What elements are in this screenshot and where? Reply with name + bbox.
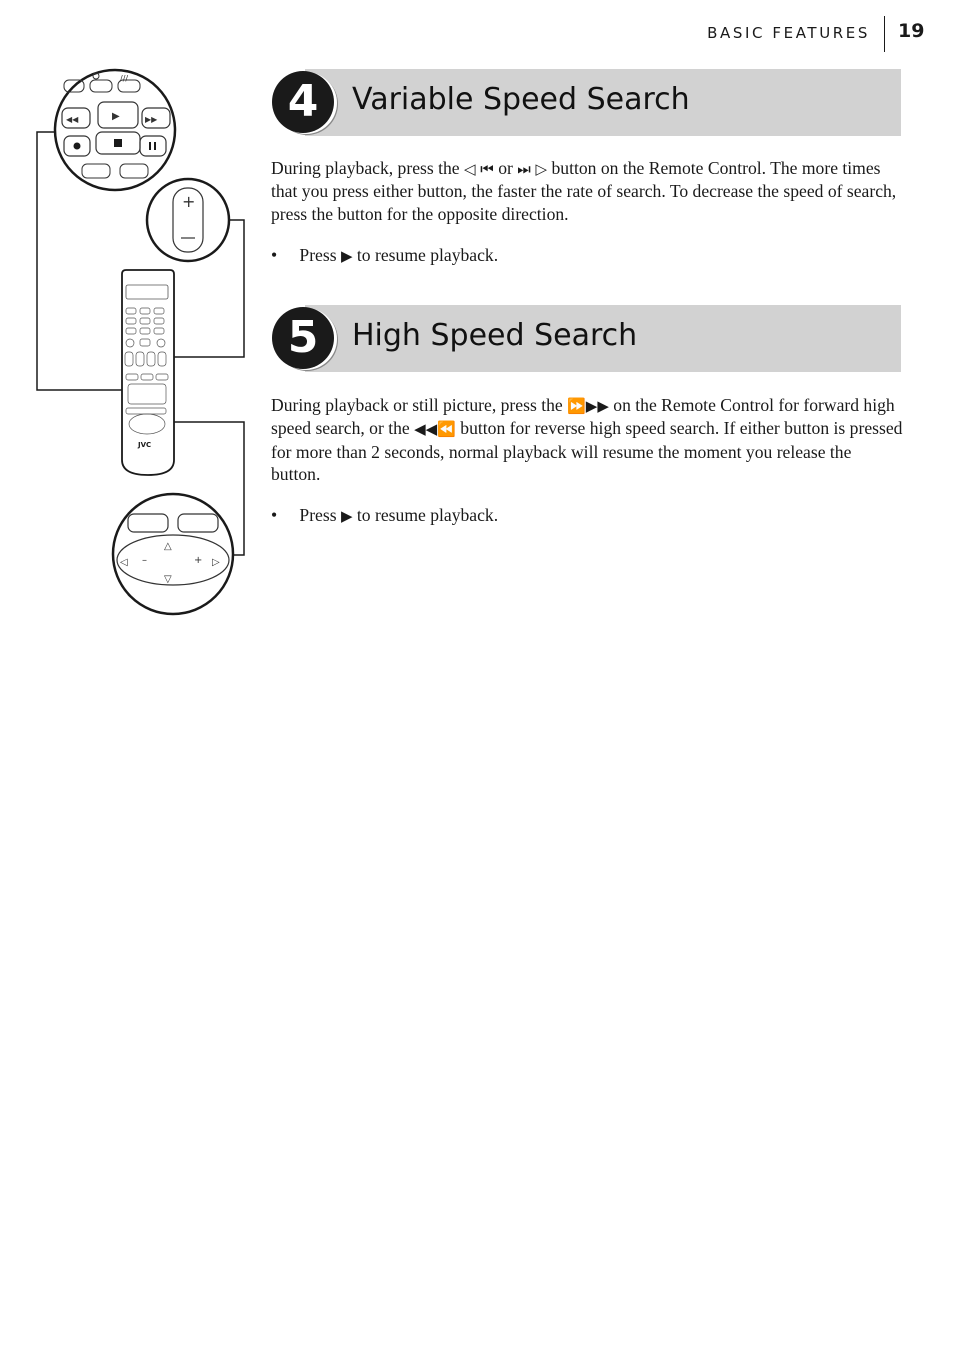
rewind-icon: ◀◀⏪ [414, 420, 456, 439]
fast-forward-icon: ⏩▶▶ [567, 397, 609, 415]
header-divider [884, 16, 885, 52]
step-5-badge: 5 [272, 307, 334, 369]
play-icon: ▶ [340, 247, 353, 265]
page-number: 19 [898, 20, 925, 42]
bullet-dot: • [271, 245, 278, 265]
svg-text:◀◀: ◀◀ [66, 115, 79, 124]
bullet-dot: • [271, 505, 278, 525]
svg-text:▽: ▽ [164, 574, 172, 585]
remote-control-body [122, 270, 174, 475]
step-4-badge: 4 [272, 71, 334, 133]
section-4-body-part1: During playback, press the [271, 158, 460, 178]
section-4-bullet-rest: to resume playback. [356, 245, 499, 265]
svg-text:///: /// [120, 74, 129, 83]
remote-control-illustration [30, 60, 255, 620]
svg-text:▶▶: ▶▶ [145, 115, 158, 124]
play-icon: ▶ [340, 507, 353, 525]
section-5-body [271, 394, 903, 485]
reverse-slow-icon: ◁ ⏮ [464, 160, 494, 178]
section-4-body [271, 157, 903, 225]
section-4-bullet [271, 244, 498, 267]
shuttle-buttons-callout [113, 494, 233, 614]
section-5-bullet [271, 504, 498, 527]
section-5-body-part3: button for reverse high speed search. If either button is pressed for more than 2 seconds, normal playback will resume the moment you release the button. [271, 418, 903, 484]
brand-logo: JVC [138, 441, 152, 449]
svg-text:△: △ [164, 541, 172, 552]
section-5-bullet-press: Press [299, 505, 337, 525]
svg-text:▷: ▷ [212, 557, 220, 568]
section-4-title: Variable Speed Search [352, 82, 690, 117]
svg-text:+: + [182, 192, 196, 211]
section-5-body-part1: During playback or still picture, press the [271, 395, 563, 415]
svg-text:+: + [194, 555, 203, 566]
plus-minus-rocker-callout [147, 179, 229, 261]
section-4-body-part2: button on the Remote Control. The more times that you press either button, the faster the rate of search. To decrease the speed of search, press the button for the opposite direction. [271, 158, 897, 224]
section-5-bullet-rest: to resume playback. [356, 505, 499, 525]
section-5-title: High Speed Search [352, 318, 638, 353]
forward-slow-icon: ⏭ ▷ [517, 160, 548, 178]
svg-text:◁: ◁ [120, 557, 128, 568]
svg-text:–: – [142, 555, 147, 566]
transport-buttons-callout [55, 70, 175, 190]
svg-text:▶: ▶ [112, 111, 120, 122]
section-4-bullet-press: Press [299, 245, 337, 265]
section-4-body-or: or [498, 158, 513, 178]
running-header: BASIC FEATURES [707, 24, 870, 42]
section-5-body-part2: on the Remote Control for forward high speed search, or the [271, 395, 895, 439]
